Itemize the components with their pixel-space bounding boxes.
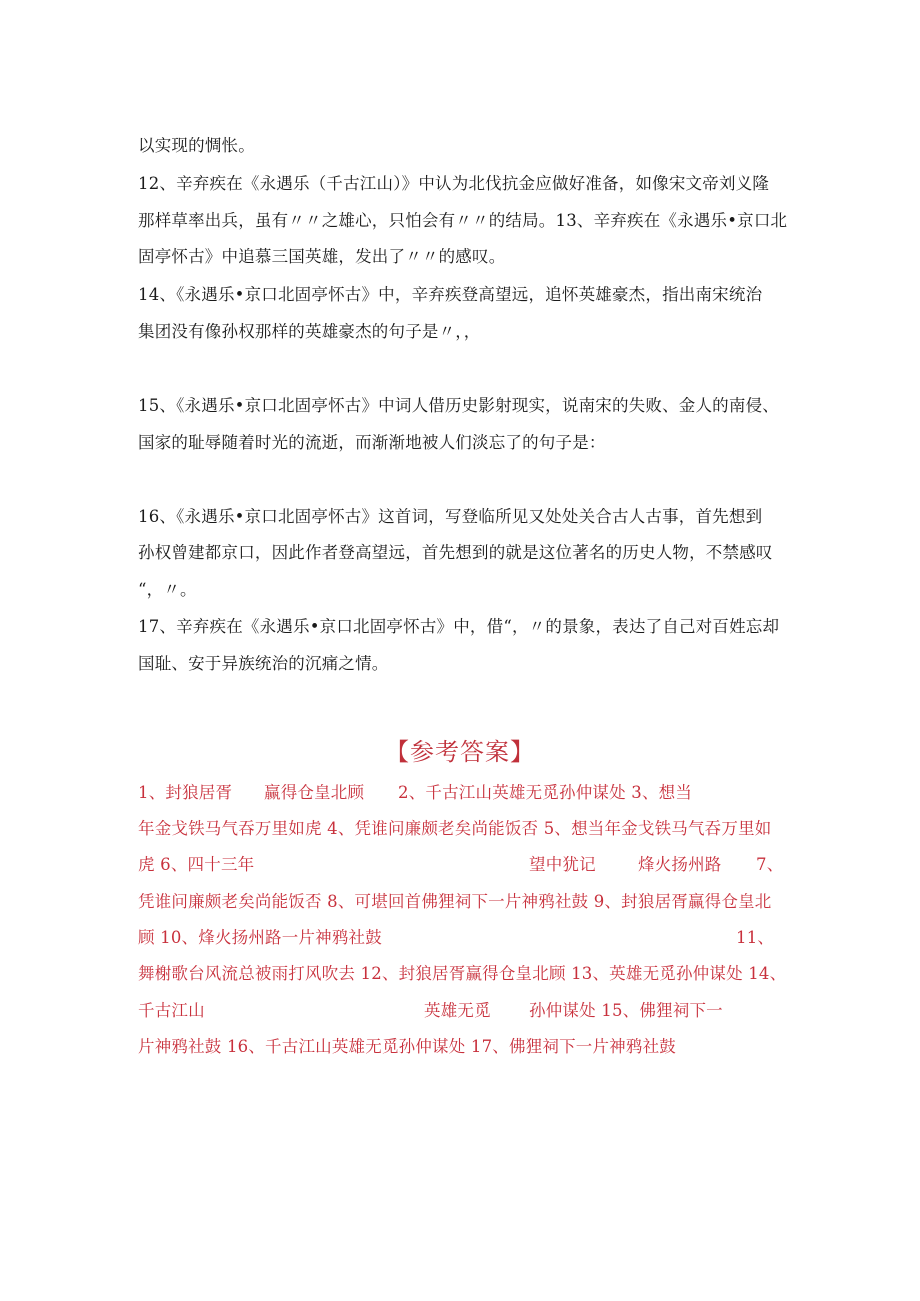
answer-segment: 2、千古江山英雄无觅孙仲谋处 3、想当 [398, 783, 693, 802]
question-17-line: 17、辛弃疾在《永遇乐•京口北固亭怀古》中，借“，〃的景象，表达了自己对百姓忘却 [138, 617, 780, 636]
question-line: 国耻、安于异族统治的沉痛之情。 [138, 654, 389, 673]
question-line: “，〃。 [138, 580, 197, 599]
question-14-line: 14、《永遇乐•京口北固亭怀古》中，辛弃疾登高望远，追怀英雄豪杰，指出南宋统治 [138, 285, 763, 304]
answer-segment: 孙仲谋处 15、佛狸祠下一 [529, 1001, 723, 1020]
question-line: 以实现的惆怅。 [138, 136, 255, 155]
answer-segment: 虎 6、四十三年 [138, 855, 255, 874]
answer-segment: 顾 10、烽火扬州路一片神鸦社鼓 [138, 928, 382, 947]
question-13-line: 固亭怀古》中追慕三国英雄，发出了〃〃的感叹。 [138, 247, 506, 266]
answer-segment: 烽火扬州路 [638, 855, 722, 874]
question-line: 那样草率出兵，虽有〃〃之雄心，只怕会有〃〃的结局。13、辛弃疾在《永遇乐•京口北 [138, 211, 788, 230]
answer-segment: 英雄无觅 [424, 1001, 491, 1020]
question-12-line: 12、辛弃疾在《永遇乐（千古江山）》中认为北伐抗金应做好准备，如像宋文帝刘义隆 [138, 174, 770, 193]
answer-segment: 凭谁问廉颇老矣尚能饭否 8、可堪回首佛狸祠下一片神鸦社鼓 9、封狼居胥赢得仓皇北 [138, 892, 772, 911]
answer-segment: 年金戈铁马气吞万里如虎 4、凭谁问廉颇老矣尚能饭否 5、想当年金戈铁马气吞万里如 [138, 819, 772, 838]
answer-segment: 望中犹记 [529, 855, 596, 874]
question-line: 集团没有像孙权那样的英雄豪杰的句子是〃，， [138, 322, 481, 341]
answer-segment: 片神鸦社鼓 16、千古江山英雄无觅孙仲谋处 17、佛狸祠下一片神鸦社鼓 [138, 1037, 676, 1056]
question-15-line: 15、《永遇乐•京口北固亭怀古》中词人借历史影射现实，说南宋的失败、金人的南侵、 [138, 396, 779, 415]
answer-key-title: 【参考答案】 [385, 738, 535, 766]
answer-segment: 1、封狼居胥 [138, 783, 233, 802]
answer-segment: 千古江山 [138, 1001, 205, 1020]
answer-segment: 赢得仓皇北顾 [264, 783, 365, 802]
answer-segment: 7、 [756, 855, 784, 874]
answer-segment: 11、 [736, 928, 775, 947]
question-16-line: 16、《永遇乐•京口北固亭怀古》这首词，写登临所见又处处关合古人古事，首先想到 [138, 507, 763, 526]
question-line: 孙权曾建都京口，因此作者登高望远，首先想到的就是这位著名的历史人物，不禁感叹 [138, 543, 773, 562]
answer-segment: 舞榭歌台风流总被雨打风吹去 12、封狼居胥赢得仓皇北顾 13、英雄无觅孙仲谋处 14、 [138, 964, 787, 983]
question-line: 国家的耻辱随着时光的流逝，而渐渐地被人们淡忘了的句子是： [138, 433, 606, 452]
